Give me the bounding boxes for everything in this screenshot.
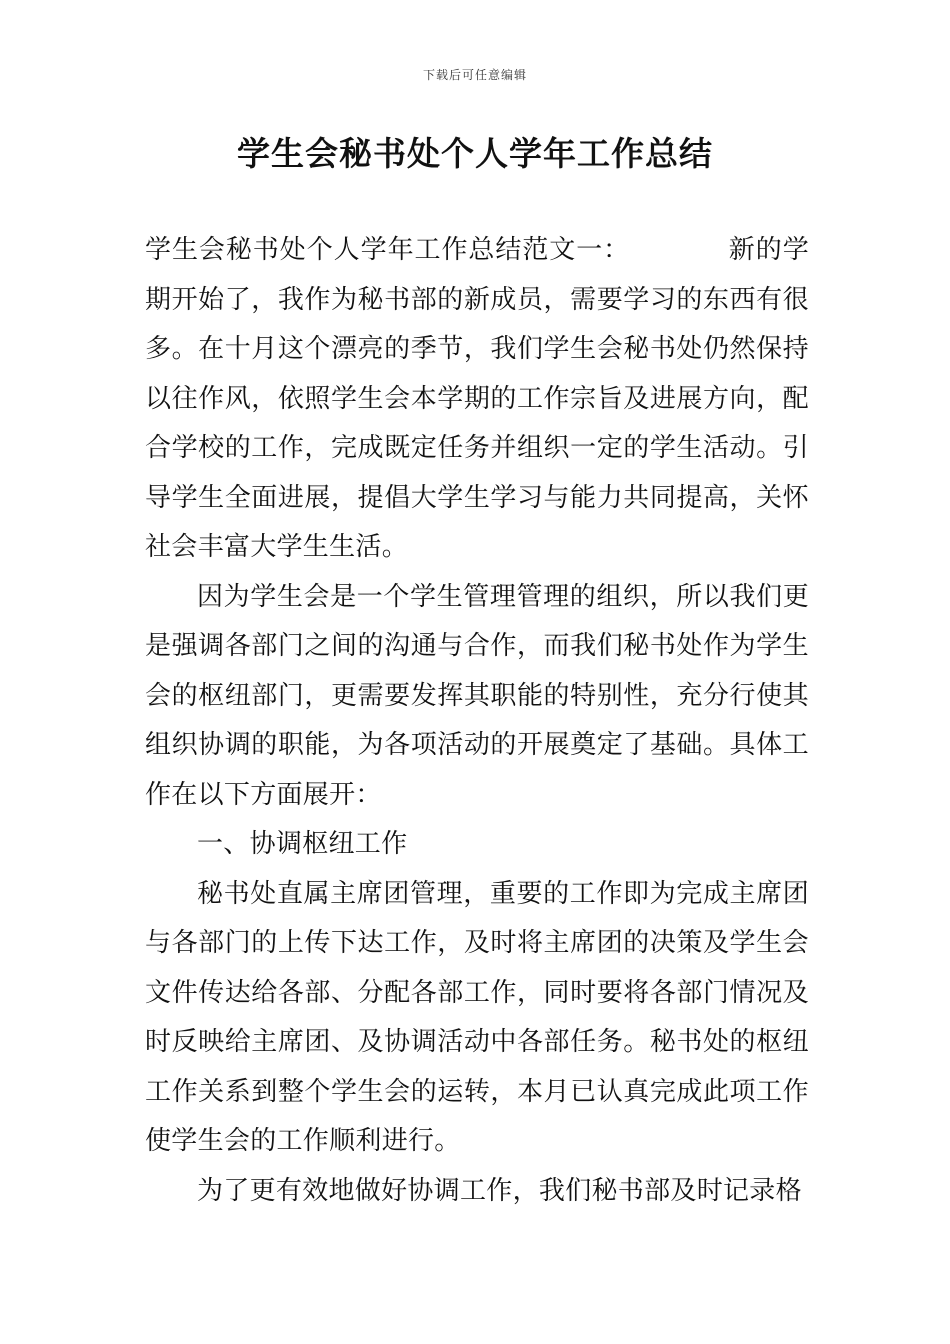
paragraph-text: 新的学期开始了，我作为秘书部的新成员，需要学习的东西有很多。在十月这个漂亮的季节，我们学生会秘书处仍然保持以往作风，依照学生会本学期的工作宗旨及进展方向，配合学校的工作，完成既定任务并组织一定的学生活动。引导学生全面进展，提倡大学生学习与能力共同提高，关怀社会丰富大学生生活。 (145, 235, 809, 562)
paragraph: 为了更有效地做好协调工作，我们秘书部及时记录格 (197, 1175, 802, 1206)
paragraph-intro (145, 226, 809, 573)
intro-label: 学生会秘书处个人学年工作总结范文一： (145, 235, 631, 265)
paragraph: 秘书处直属主席团管理，重要的工作即为完成主席团与各部门的上传下达工作，及时将主席团的决策及学生会文件传达给各部、分配各部工作，同时要将各部门情况及时反映给主席团、及协调活动中各部任务。秘书处的枢纽工作关系到整个学生会的运转，本月已认真完成此项工作使学生会的工作顺利进行。 (145, 878, 809, 1156)
paragraph: 因为学生会是一个学生管理管理的组织，所以我们更是强调各部门之间的沟通与合作，而我们秘书处作为学生会的枢纽部门，更需要发挥其职能的特别性，充分行使其组织协调的职能，为各项活动的开展奠定了基础。具体工作在以下方面展开： (145, 581, 809, 810)
page-header-note: 下载后可任意编辑 (422, 68, 527, 82)
section-heading: 一、协调枢纽工作 (197, 829, 408, 859)
document-body (145, 226, 809, 1216)
document-title: 学生会秘书处个人学年工作总结 (237, 134, 713, 173)
